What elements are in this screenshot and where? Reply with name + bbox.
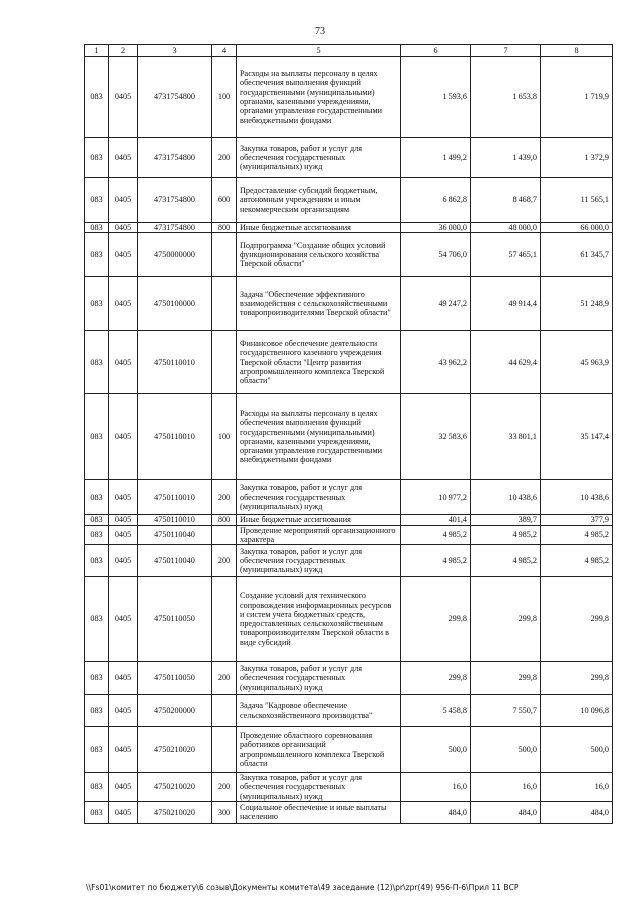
- cell-description: Расходы на выплаты персоналу в целях обеспечения выполнения функций государственными (муниципальными) органами, казенными учреждениями, органами управления государственными внебюджетными фондами: [237, 57, 401, 138]
- cell-value-year1: 401,4: [401, 515, 471, 525]
- column-header: 6: [401, 45, 471, 57]
- cell-value-year1: 299,8: [401, 577, 471, 662]
- cell-value-year2: 48 000,0: [471, 223, 541, 233]
- table-row: [85, 331, 613, 394]
- cell-description: Закупка товаров, работ и услуг для обеспечения государственных (муниципальных) нужд: [237, 545, 401, 577]
- table-row: [85, 394, 613, 480]
- cell-target-code: 4750110040: [138, 525, 212, 545]
- table-row: [85, 801, 613, 823]
- cell-value-year1: 484,0: [401, 801, 471, 823]
- cell-value-year3: 299,8: [541, 577, 613, 662]
- cell-admin-code: 083: [85, 223, 109, 233]
- column-header: 7: [471, 45, 541, 57]
- cell-expense-type: [212, 727, 237, 773]
- cell-target-code: 4750110010: [138, 480, 212, 515]
- table-row: [85, 178, 613, 223]
- budget-table: [84, 44, 613, 824]
- cell-value-year2: 49 914,4: [471, 277, 541, 331]
- cell-admin-code: 083: [85, 545, 109, 577]
- cell-expense-type: 800: [212, 515, 237, 525]
- cell-admin-code: 083: [85, 515, 109, 525]
- cell-description: Задача "Обеспечение эффективного взаимодействия с сельскохозяйственными товаропроизводителями Тверской области": [237, 277, 401, 331]
- cell-value-year1: 54 706,0: [401, 233, 471, 277]
- cell-target-code: 4750110010: [138, 394, 212, 480]
- cell-admin-code: 083: [85, 233, 109, 277]
- cell-value-year2: 4 985,2: [471, 545, 541, 577]
- cell-section-code: 0405: [109, 138, 138, 178]
- cell-admin-code: 083: [85, 801, 109, 823]
- cell-value-year3: 10 438,6: [541, 480, 613, 515]
- cell-section-code: 0405: [109, 727, 138, 773]
- table-row: [85, 57, 613, 138]
- cell-expense-type: 200: [212, 545, 237, 577]
- cell-expense-type: [212, 277, 237, 331]
- cell-target-code: 4731754800: [138, 57, 212, 138]
- cell-value-year3: 299,8: [541, 662, 613, 695]
- cell-value-year3: 500,0: [541, 727, 613, 773]
- cell-section-code: 0405: [109, 277, 138, 331]
- cell-value-year2: 1 439,0: [471, 138, 541, 178]
- cell-target-code: 4750110010: [138, 331, 212, 394]
- cell-description: Закупка товаров, работ и услуг для обеспечения государственных (муниципальных) нужд: [237, 138, 401, 178]
- cell-value-year2: 10 438,6: [471, 480, 541, 515]
- cell-expense-type: 200: [212, 138, 237, 178]
- cell-expense-type: 800: [212, 223, 237, 233]
- cell-value-year1: 500,0: [401, 727, 471, 773]
- cell-value-year1: 36 000,0: [401, 223, 471, 233]
- cell-admin-code: 083: [85, 525, 109, 545]
- cell-value-year2: 57 465,1: [471, 233, 541, 277]
- table-row: [85, 727, 613, 773]
- cell-description: Закупка товаров, работ и услуг для обеспечения государственных (муниципальных) нужд: [237, 480, 401, 515]
- column-header: 1: [85, 45, 109, 57]
- cell-value-year3: 484,0: [541, 801, 613, 823]
- cell-expense-type: [212, 577, 237, 662]
- cell-expense-type: [212, 695, 237, 727]
- cell-section-code: 0405: [109, 773, 138, 802]
- column-header: 4: [212, 45, 237, 57]
- cell-expense-type: 100: [212, 57, 237, 138]
- cell-value-year1: 6 862,8: [401, 178, 471, 223]
- cell-target-code: 4750210020: [138, 727, 212, 773]
- cell-description: Закупка товаров, работ и услуг для обеспечения государственных (муниципальных) нужд: [237, 773, 401, 802]
- cell-value-year2: 500,0: [471, 727, 541, 773]
- cell-expense-type: [212, 331, 237, 394]
- cell-value-year2: 484,0: [471, 801, 541, 823]
- column-header: 8: [541, 45, 613, 57]
- table-row: [85, 480, 613, 515]
- cell-value-year3: 35 147,4: [541, 394, 613, 480]
- cell-admin-code: 083: [85, 394, 109, 480]
- cell-value-year3: 377,9: [541, 515, 613, 525]
- cell-target-code: 4750110050: [138, 662, 212, 695]
- cell-value-year1: 49 247,2: [401, 277, 471, 331]
- table-row: [85, 277, 613, 331]
- cell-target-code: 4731754800: [138, 178, 212, 223]
- cell-section-code: 0405: [109, 480, 138, 515]
- table-row: [85, 773, 613, 802]
- cell-section-code: 0405: [109, 801, 138, 823]
- cell-description: Задача "Кадровое обеспечение сельскохозяйственного производства": [237, 695, 401, 727]
- cell-section-code: 0405: [109, 331, 138, 394]
- cell-expense-type: 600: [212, 178, 237, 223]
- cell-admin-code: 083: [85, 178, 109, 223]
- cell-section-code: 0405: [109, 525, 138, 545]
- cell-value-year3: 45 963,9: [541, 331, 613, 394]
- cell-section-code: 0405: [109, 577, 138, 662]
- table-body: [85, 57, 613, 824]
- cell-target-code: 4750210020: [138, 773, 212, 802]
- cell-description: Социальное обеспечение и иные выплаты населению: [237, 801, 401, 823]
- cell-value-year3: 16,0: [541, 773, 613, 802]
- cell-value-year3: 1 719,9: [541, 57, 613, 138]
- cell-value-year1: 43 962,2: [401, 331, 471, 394]
- cell-value-year2: 33 801,1: [471, 394, 541, 480]
- cell-description: Создание условий для технического сопровождения информационных ресурсов и систем учета бюджетных средств, предоставленных сельскохозяйственным товаропроизводителям Тверской области в виде субсидий: [237, 577, 401, 662]
- cell-admin-code: 083: [85, 577, 109, 662]
- cell-admin-code: 083: [85, 662, 109, 695]
- cell-expense-type: 300: [212, 801, 237, 823]
- cell-target-code: 4750110050: [138, 577, 212, 662]
- cell-value-year3: 11 565,1: [541, 178, 613, 223]
- cell-value-year2: 1 653,8: [471, 57, 541, 138]
- cell-value-year1: 16,0: [401, 773, 471, 802]
- table-row: [85, 525, 613, 545]
- cell-expense-type: 200: [212, 480, 237, 515]
- cell-value-year2: 4 985,2: [471, 525, 541, 545]
- header-row: [85, 45, 613, 57]
- cell-target-code: 4750100000: [138, 277, 212, 331]
- cell-target-code: 4750110010: [138, 515, 212, 525]
- cell-section-code: 0405: [109, 223, 138, 233]
- cell-target-code: 4731754800: [138, 138, 212, 178]
- cell-value-year1: 4 985,2: [401, 525, 471, 545]
- cell-expense-type: 100: [212, 394, 237, 480]
- cell-value-year1: 1 499,2: [401, 138, 471, 178]
- cell-admin-code: 083: [85, 57, 109, 138]
- cell-admin-code: 083: [85, 773, 109, 802]
- cell-target-code: 4750000000: [138, 233, 212, 277]
- cell-description: Проведение областного соревнования работников организаций агропромышленного комплекса Тверской области: [237, 727, 401, 773]
- cell-section-code: 0405: [109, 57, 138, 138]
- cell-description: Подпрограмма "Создание общих условий функционирования сельского хозяйства Тверской области": [237, 233, 401, 277]
- cell-section-code: 0405: [109, 662, 138, 695]
- cell-value-year1: 32 583,6: [401, 394, 471, 480]
- page-number: 73: [315, 26, 325, 37]
- cell-section-code: 0405: [109, 233, 138, 277]
- cell-description: Предоставление субсидий бюджетным, автономным учреждениям и иным некоммерческим организациям: [237, 178, 401, 223]
- cell-expense-type: [212, 525, 237, 545]
- cell-section-code: 0405: [109, 545, 138, 577]
- cell-value-year1: 1 593,6: [401, 57, 471, 138]
- column-header: 2: [109, 45, 138, 57]
- cell-value-year3: 10 096,8: [541, 695, 613, 727]
- cell-description: Расходы на выплаты персоналу в целях обеспечения выполнения функций государственными (муниципальными) органами, казенными учреждениями, органами управления государственными внебюджетными фондами: [237, 394, 401, 480]
- cell-expense-type: [212, 233, 237, 277]
- cell-value-year2: 8 468,7: [471, 178, 541, 223]
- cell-value-year3: 61 345,7: [541, 233, 613, 277]
- cell-value-year2: 16,0: [471, 773, 541, 802]
- cell-admin-code: 083: [85, 480, 109, 515]
- footer-file-path: \\Fs01\комитет по бюджету\6 созыв\Документы комитета\49 заседание (12)\pr\zpr(49) 956-П-6\Прил 11 ВСР: [86, 883, 519, 892]
- table-row: [85, 233, 613, 277]
- cell-admin-code: 083: [85, 695, 109, 727]
- cell-value-year2: 389,7: [471, 515, 541, 525]
- cell-value-year1: 299,8: [401, 662, 471, 695]
- cell-admin-code: 083: [85, 138, 109, 178]
- cell-admin-code: 083: [85, 727, 109, 773]
- cell-value-year1: 5 458,8: [401, 695, 471, 727]
- table-row: [85, 138, 613, 178]
- cell-expense-type: 200: [212, 773, 237, 802]
- table-row: [85, 515, 613, 525]
- cell-value-year3: 51 248,9: [541, 277, 613, 331]
- cell-description: Закупка товаров, работ и услуг для обеспечения государственных (муниципальных) нужд: [237, 662, 401, 695]
- cell-expense-type: 200: [212, 662, 237, 695]
- table-row: [85, 695, 613, 727]
- table-row: [85, 662, 613, 695]
- cell-value-year2: 299,8: [471, 662, 541, 695]
- column-header: 5: [237, 45, 401, 57]
- table-row: [85, 577, 613, 662]
- cell-target-code: 4750110040: [138, 545, 212, 577]
- cell-section-code: 0405: [109, 178, 138, 223]
- cell-value-year2: 299,8: [471, 577, 541, 662]
- cell-target-code: 4750210020: [138, 801, 212, 823]
- cell-section-code: 0405: [109, 394, 138, 480]
- cell-value-year1: 10 977,2: [401, 480, 471, 515]
- cell-value-year3: 4 985,2: [541, 545, 613, 577]
- cell-description: Иные бюджетные ассигнования: [237, 223, 401, 233]
- cell-description: Иные бюджетные ассигнования: [237, 515, 401, 525]
- table-row: [85, 545, 613, 577]
- cell-value-year3: 4 985,2: [541, 525, 613, 545]
- cell-section-code: 0405: [109, 515, 138, 525]
- cell-description: Проведение мероприятий организационного характера: [237, 525, 401, 545]
- cell-section-code: 0405: [109, 695, 138, 727]
- cell-value-year2: 44 629,4: [471, 331, 541, 394]
- cell-target-code: 4731754800: [138, 223, 212, 233]
- column-header: 3: [138, 45, 212, 57]
- cell-value-year1: 4 985,2: [401, 545, 471, 577]
- cell-description: Финансовое обеспечение деятельности государственного казенного учреждения Тверской области "Центр развития агропромышленного комплекса Тверской области": [237, 331, 401, 394]
- cell-admin-code: 083: [85, 277, 109, 331]
- cell-value-year3: 66 000,0: [541, 223, 613, 233]
- cell-value-year3: 1 372,9: [541, 138, 613, 178]
- cell-admin-code: 083: [85, 331, 109, 394]
- table-row: [85, 223, 613, 233]
- cell-value-year2: 7 550,7: [471, 695, 541, 727]
- cell-target-code: 4750200000: [138, 695, 212, 727]
